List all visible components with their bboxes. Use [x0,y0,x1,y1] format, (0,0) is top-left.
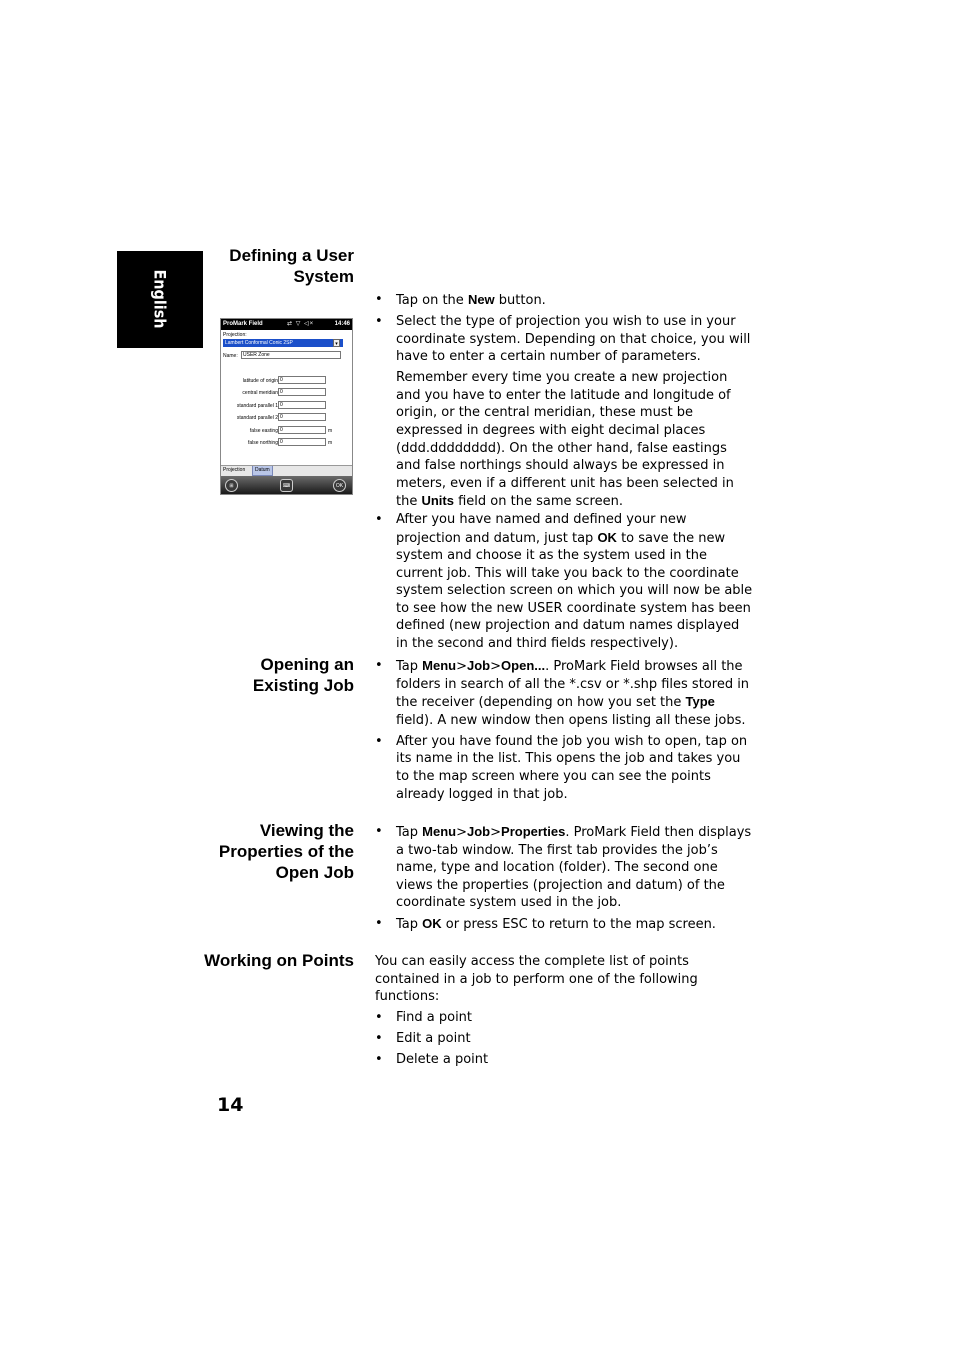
keyboard-icon[interactable]: ⌨ [280,479,293,492]
list-item [375,1009,755,1027]
heading-line: Defining a User [229,246,354,265]
param-input[interactable]: 0 [278,426,326,434]
param-input[interactable]: 0 [278,388,326,396]
param-label: false easting [249,428,278,434]
keyword: Job [467,658,491,673]
param-label: latitude of origin [242,378,278,384]
text: Delete a point [396,1051,489,1067]
tab-datum[interactable]: Datum [252,466,273,476]
page-number: 14 [217,1094,244,1116]
section-opening-body [375,657,755,807]
chevron-down-icon[interactable]: ▾ [333,339,340,347]
heading-line: Properties of the [218,842,354,861]
projection-select[interactable]: Lambert Conformal Conic 2SP [223,339,343,347]
list-item [375,291,755,310]
heading-line: Open Job [275,863,354,882]
section-defining-body [375,291,755,656]
list-item [375,733,755,803]
param-input[interactable]: 0 [278,376,326,384]
text: Remember every time you create a new projection and you have to enter the latitude and longitude of origin, or the central meridian, these must be expressed in degrees with eight decimal places (ddd.dddddddd). On the other hand, false eastings and false northings should always be expressed in meters, even if a different unit has been selected in the [396,370,734,510]
windows-start-icon[interactable]: ⊞ [225,479,238,492]
text: field on the same screen. [453,494,623,510]
device-soft-key-bar [221,476,352,494]
list-item [375,657,755,729]
list-item [375,1051,755,1069]
language-label: English [150,269,170,329]
bullet-list [375,657,755,803]
heading-opening-existing-job [253,654,354,696]
bullet-icon: • [375,658,383,673]
bullet-icon: • [375,916,383,932]
unit-label: m [328,428,333,434]
list-item [375,511,755,653]
bullet-icon: • [375,313,383,329]
device-screenshot [220,318,353,495]
text: After you have named and defined your new projection and datum, just tap [396,511,687,546]
heading-line: System [293,267,354,286]
bullet-list [375,823,755,934]
device-tab-strip [221,465,352,476]
keyword: Menu [422,658,457,673]
keyword: OK [422,916,442,932]
text: field). A new window then opens listing all these jobs. [396,712,746,728]
text: Tap [396,825,423,840]
paragraph: You can easily access the complete list of points contained in a job to perform one of the following functions: [375,954,698,1005]
param-input[interactable]: 0 [278,438,326,446]
text: Edit a point [396,1030,471,1046]
keyword: Properties [501,824,566,839]
param-label: false northing [247,440,278,446]
text: Select the type of projection you wish to use in your coordinate system. Depending on that choice, you will have to enter a certain number of parameters. [396,313,751,365]
device-title-bar [221,319,352,330]
list-item [375,823,755,912]
text: or press ESC to return to the map screen. [441,917,716,933]
device-clock: 14:46 [334,321,350,327]
name-label: Name: [223,353,238,359]
section-working-body [375,953,755,1072]
section-viewing-body [375,823,755,937]
name-field[interactable]: USER Zone [241,351,341,359]
text: > [490,825,502,840]
keyword: Job [467,824,491,839]
paragraph [375,369,755,511]
bullet-icon: • [375,1051,383,1067]
bullet-list [375,1009,755,1069]
status-icons: ⇄ ▽ ◁× [287,321,315,327]
projection-label: Projection: [223,332,247,338]
heading-line: Existing Job [252,676,354,695]
heading-defining-user-system [229,245,354,287]
text: Find a point [396,1009,473,1025]
unit-label: m [328,440,333,446]
text: After you have found the job you wish to open, tap on its name in the list. This opens the job and takes you to the map screen where you can see the points already logged in that job. [396,733,748,802]
bullet-icon: • [375,292,383,307]
bullet-list [375,511,755,653]
bullet-list [375,291,755,366]
text: to save the new system and choose it as the system used in the current job. This will take you back to the coordinate system selection screen on which you will now be able to see how the new USER coordinate system has been defined (new projection and datum names displayed in the second and third fields respectively). [396,530,753,652]
bullet-icon: • [375,824,383,839]
text: . ProMark Field then displays a two-tab window. The first tab provides the job’s name, type and location (folder). The second one views the properties (projection and datum) of the coordinate system used in the job. [396,825,752,911]
text: Tap [396,659,423,674]
bullet-icon: • [375,1030,383,1046]
language-side-tab [117,251,203,348]
text: > [490,659,502,674]
list-item [375,915,755,934]
heading-viewing-properties [219,820,354,883]
list-item [375,1030,755,1048]
heading-line: Opening an [260,655,354,674]
param-label: standard parallel 1 [236,403,278,409]
bullet-icon: • [375,1009,383,1025]
device-app-title: ProMark Field [223,321,263,327]
param-input[interactable]: 0 [278,401,326,409]
param-input[interactable]: 0 [278,413,326,421]
keyword: New [467,292,495,307]
text: Tap on the [396,293,468,308]
heading-line: Working on Points [204,951,354,970]
text: > [456,825,467,840]
param-label: standard parallel 2 [236,415,278,421]
text: button. [494,293,546,308]
keyword: Units [421,493,454,509]
ok-button[interactable]: OK [333,479,346,492]
tab-projection[interactable]: Projection [223,467,246,473]
text: > [456,659,467,674]
bullet-icon: • [375,733,383,749]
heading-line: Viewing the [259,821,354,840]
keyword: Open... [501,658,546,673]
bullet-icon: • [375,511,383,527]
keyword: Menu [422,824,457,839]
text: . ProMark Field browses all the folders in search of all the *.csv or *.shp files stored in the receiver (depending on how you set the [396,659,750,711]
param-label: central meridian [242,390,278,396]
heading-working-on-points [204,950,354,971]
text: Tap [396,917,423,933]
list-item [375,313,755,366]
keyword: OK [597,529,617,545]
keyword: Type [685,694,715,710]
